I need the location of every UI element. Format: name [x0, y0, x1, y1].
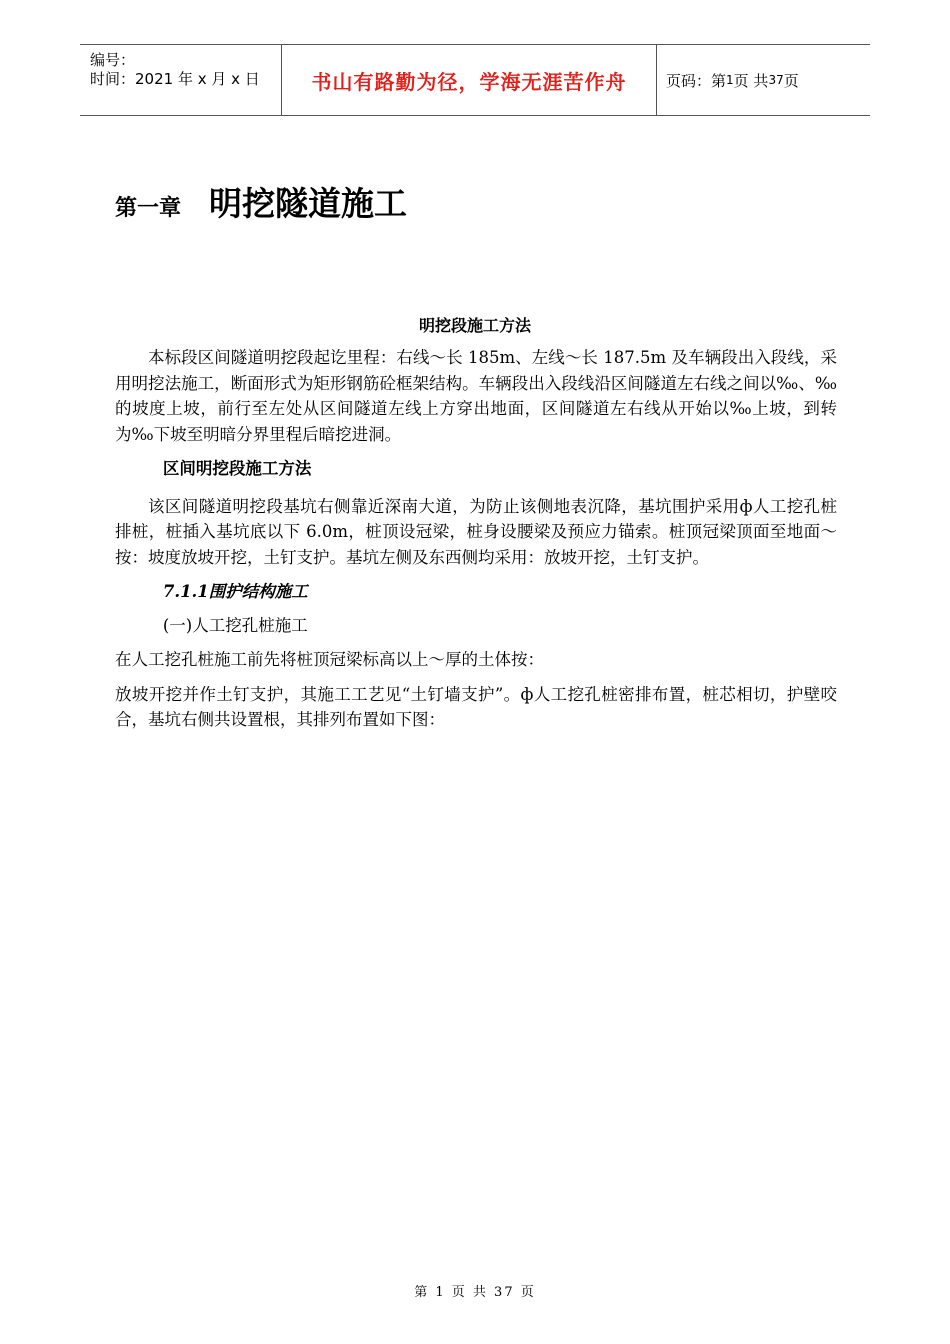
- header-page-counter: [656, 45, 870, 115]
- page-mid: 页 共: [733, 71, 769, 90]
- document-body: [115, 345, 837, 742]
- chapter-number: 第一章: [115, 196, 182, 221]
- date-label: 时间：2021 年 x 月 x 日: [90, 70, 260, 88]
- section-title: 明挖段施工方法: [418, 316, 531, 335]
- page-footer: 第 1 页 共 37 页: [414, 1285, 536, 1300]
- paragraph: 本标段区间隧道明挖段起讫里程：右线～长 185m、左线～长 187.5m 及车辆段出入段线，采用明挖法施工，断面形式为矩形钢筋砼框架结构。车辆段出入段线沿区间隧道左右线之间以‰、‰的坡度上坡，前行至左处从区间隧道左线上方穿出地面，区间隧道左右线从开始以‰上坡，到转为‰下坡至明暗分界里程后暗挖进洞。: [115, 348, 837, 444]
- header-meta: [80, 45, 280, 115]
- page-suffix: 页: [783, 71, 799, 90]
- chapter-title: 明挖隧道施工: [209, 184, 408, 223]
- sub-item-heading: (一)人工挖孔桩施工: [162, 615, 308, 635]
- subsection-heading: 7.1.1围护结构施工: [162, 582, 308, 601]
- page-number: 1: [726, 73, 734, 87]
- page-header: [80, 44, 870, 116]
- paragraph: 在人工挖孔桩施工前先将桩顶冠梁标高以上～厚的土体按：: [115, 650, 544, 669]
- subheading: 区间明挖段施工方法: [162, 459, 312, 478]
- page-total: 37: [768, 73, 784, 87]
- code-label: 编号：: [90, 51, 136, 69]
- page-prefix: 页码：第: [666, 71, 727, 90]
- header-motto: 书山有路勤为径，学海无涯苦作舟: [281, 45, 657, 115]
- paragraph: 该区间隧道明挖段基坑右侧靠近深南大道，为防止该侧地表沉降，基坑围护采用ф人工挖孔桩排桩，桩插入基坑底以下 6.0m，桩顶设冠梁，桩身设腰梁及预应力锚索。桩顶冠梁顶面至地面～按：坡度放坡开挖，土钉支护。基坑左侧及东西侧均采用：放坡开挖，土钉支护。: [115, 496, 837, 567]
- chapter-heading: [115, 178, 407, 225]
- paragraph: 放坡开挖并作土钉支护，其施工工艺见“土钉墙支护”。ф人工挖孔桩密排布置，桩芯相切，护壁咬合，基坑右侧共设置根，其排列布置如下图：: [115, 684, 837, 729]
